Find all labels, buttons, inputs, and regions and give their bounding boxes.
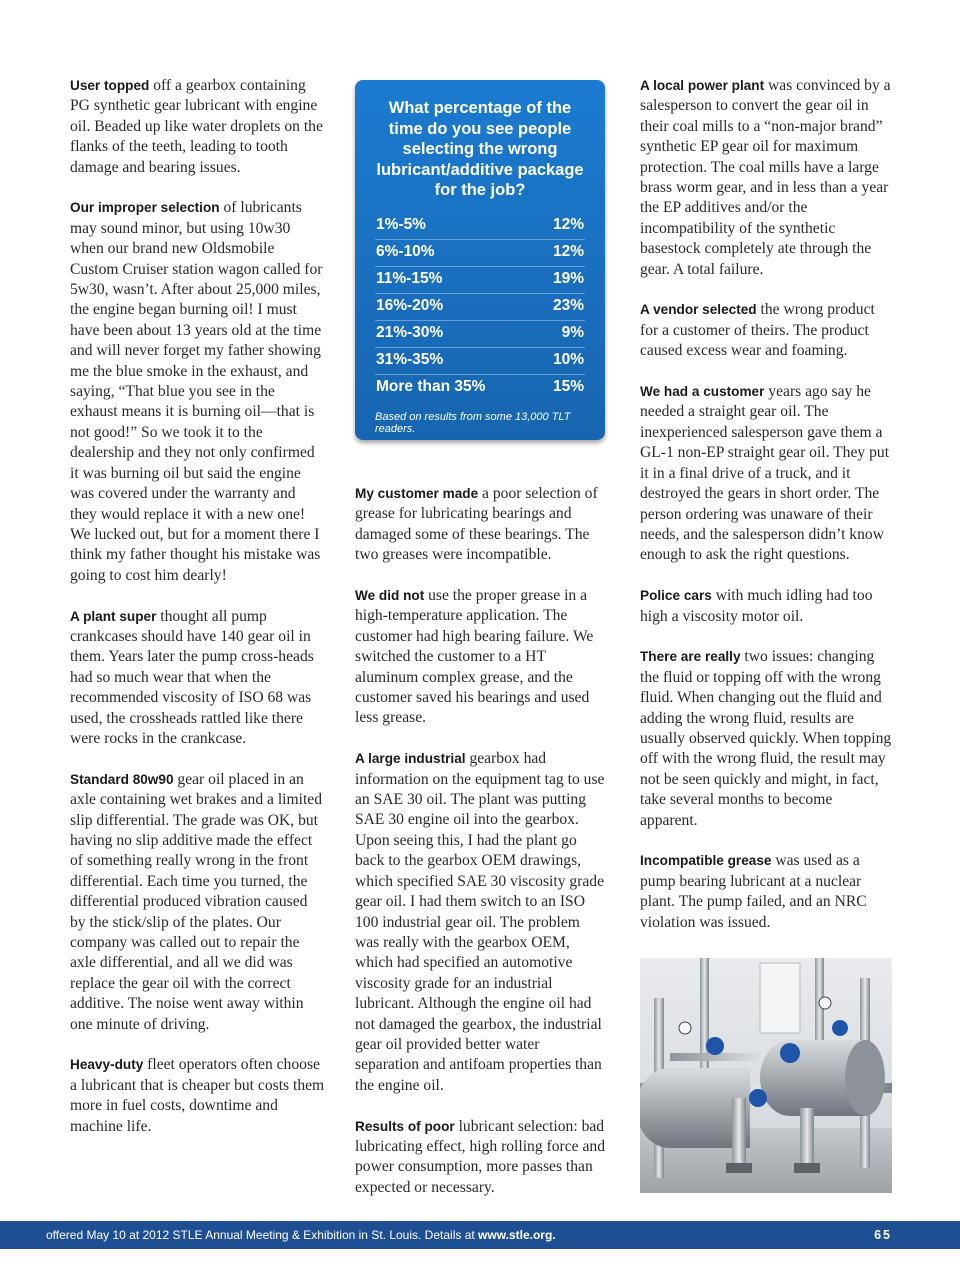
- page-number: 65: [874, 1228, 892, 1242]
- survey-range: 21%-30%: [376, 323, 444, 341]
- survey-row: [375, 375, 585, 401]
- article-paragraph: [640, 300, 892, 361]
- paragraph-lead-in: A vendor selected: [640, 302, 757, 318]
- paragraph-lead-in: A local power plant: [640, 78, 765, 93]
- survey-range: 6%-10%: [376, 242, 435, 260]
- paragraph-lead-in: Results of poor: [355, 1118, 455, 1134]
- article-paragraph: [355, 1117, 607, 1199]
- survey-range: 16%-20%: [376, 296, 444, 314]
- paragraph-text: was used as a pump bearing lubricant at a nuclear plant. The pump failed, and an NRC violation was issued.: [640, 852, 867, 931]
- paragraph-lead-in: We did not: [355, 588, 425, 604]
- article-paragraph: [640, 382, 892, 566]
- survey-percent: 15%: [552, 377, 584, 395]
- paragraph-text: a poor selection of grease for lubricating bearings and damaged some of these bearings. The two greases were incompatible.: [355, 485, 598, 564]
- survey-range: More than 35%: [376, 377, 486, 395]
- survey-percent: 12%: [552, 242, 584, 260]
- paragraph-lead-in: User topped: [70, 78, 150, 93]
- article-paragraph: [640, 76, 892, 280]
- article-column-2: [355, 484, 607, 1219]
- survey-row: [375, 267, 585, 294]
- footer-text: offered May 10 at 2012 STLE Annual Meeting & Exhibition in St. Louis. Details at: [46, 1228, 479, 1242]
- survey-note: Based on results from some 13,000 TLT readers.: [375, 410, 571, 435]
- paragraph-lead-in: Heavy-duty: [70, 1057, 144, 1073]
- survey-question: What percentage of the time do you see people selecting the wrong lubricant/additive package for the job?: [376, 99, 584, 199]
- article-paragraph: [355, 484, 607, 566]
- survey-row: [375, 348, 585, 375]
- paragraph-lead-in: Incompatible grease: [640, 853, 772, 869]
- paragraph-text: gear oil placed in an axle containing wet brakes and a limited slip differential. The grade was OK, but having no slip additive made the effect of something really wrong in the front differential. Each time you turned, the differential produced vibration caused by the stick/slip of the plates. Our company was called out to repair the axle differential, and all we did was replace the gear oil with the correct additive. The noise went away within one minute of driving.: [70, 770, 323, 1033]
- article-column-1: [70, 76, 326, 1157]
- article-paragraph: [70, 198, 326, 586]
- paragraph-lead-in: We had a customer: [640, 384, 765, 400]
- paragraph-text: off a gearbox containing PG synthetic gear lubricant with engine oil. Beaded up like water droplets on the flanks of the teeth, leading to tooth damage and bearing issues.: [70, 77, 323, 176]
- survey-row: [375, 240, 585, 267]
- article-paragraph: [355, 586, 607, 729]
- paragraph-lead-in: My customer made: [355, 486, 479, 501]
- article-paragraph: [640, 586, 892, 627]
- paragraph-text: use the proper grease in a high-temperature application. The customer had high bearing failure. We switched the customer to a HT aluminum complex grease, and the customer saved his bearings and used less grease.: [355, 587, 594, 727]
- survey-row: [375, 321, 585, 348]
- paragraph-text: lubricant selection: bad lubricating effect, high rolling force and power consumption, more passes than expected or necessary.: [355, 1117, 605, 1196]
- paragraph-text: with much idling had too high a viscosity motor oil.: [640, 587, 873, 625]
- pump-room-photo: [640, 958, 892, 1193]
- paragraph-text: thought all pump crankcases should have 140 gear oil in them. Years later the pump cross-heads had so much wear that when the recommended viscosity of ISO 68 was used, the crossheads rattled like there were rocks in the crankcase.: [70, 607, 314, 747]
- survey-percent: 12%: [552, 215, 584, 233]
- paragraph-text: two issues: changing the fluid or topping off with the wrong fluid. When changing out the fluid and adding the wrong fluid, results are usually observed quickly. When topping off with the wrong fluid, the result may not be seen quickly and might, in fact, take several months to become apparent.: [640, 648, 892, 829]
- paragraph-text: was convinced by a salesperson to convert the gear oil in their coal mills to a “non-major brand” synthetic EP gear oil for maximum protection. The coal mills have a large brass worm gear, and in less than a year the EP additives and/or the incompatibility of the synthetic basestock completely ate through the gear. A total failure.: [640, 77, 891, 278]
- survey-percent: 19%: [552, 269, 584, 287]
- survey-range: 1%-5%: [376, 215, 426, 233]
- survey-row: [375, 213, 585, 240]
- footer-link[interactable]: www.stle.org.: [478, 1228, 556, 1242]
- survey-percent: 23%: [552, 296, 584, 314]
- survey-sidebar: [355, 80, 605, 440]
- article-paragraph: [70, 76, 326, 178]
- article-paragraph: [640, 851, 892, 933]
- survey-percent: 10%: [552, 350, 584, 368]
- paragraph-text: of lubricants may sound minor, but using 10w30 when our brand new Oldsmobile Custom Cruiser station wagon called for 5w30, wasn’t. After about 25,000 miles, the engine began burning oil! I must have been about 13 years old at the time and will never forget my father showing me the blue smoke in the exhaust, and saying, “That blue you see in the exhaust means it is burning oil—that is not good!” So we took it to the dealership and they not only confirmed it was burning oil but said the engine was covered under the warranty and they would replace it with a new one! We lucked out, but for a moment there I think my father thought his mistake was going to cost him dearly!: [70, 199, 323, 584]
- article-column-3: [640, 76, 892, 953]
- footer-promo: [46, 1221, 556, 1249]
- article-paragraph: [355, 749, 607, 1096]
- page-footer: [0, 1221, 960, 1249]
- paragraph-lead-in: Our improper selection: [70, 200, 220, 216]
- paragraph-text: fleet operators often choose a lubricant that is cheaper but costs them more in fuel costs, downtime and machine life.: [70, 1056, 325, 1135]
- article-paragraph: [70, 1055, 326, 1137]
- paragraph-lead-in: Standard 80w90: [70, 771, 174, 787]
- paragraph-text: gearbox had information on the equipment tag to use an SAE 30 oil. The plant was putting SAE 30 engine oil into the gearbox. Upon seeing this, I had the plant go back to the gearbox OEM drawings, which specified SAE 30 viscosity grade gear oil. I had them switch to an ISO 100 industrial gear oil. The problem was really with the gearbox OEM, which had specified an automotive viscosity grade for an industrial lubricant. Although the engine oil had not damaged the gearbox, the industrial gear oil provided better water separation and antifoam properties than the engine oil.: [355, 750, 605, 1094]
- paragraph-lead-in: A large industrial: [355, 751, 466, 767]
- article-paragraph: [640, 647, 892, 831]
- article-paragraph: [70, 770, 326, 1035]
- survey-percent: 9%: [561, 323, 584, 341]
- paragraph-text: the wrong product for a customer of theirs. The product caused excess wear and foaming.: [640, 301, 875, 360]
- paragraph-lead-in: A plant super: [70, 608, 157, 624]
- paragraph-lead-in: There are really: [640, 649, 741, 665]
- survey-range: 31%-35%: [376, 350, 444, 368]
- survey-results-table: [375, 213, 585, 401]
- survey-range: 11%-15%: [376, 269, 443, 287]
- paragraph-lead-in: Police cars: [640, 588, 712, 604]
- article-paragraph: [70, 607, 326, 750]
- survey-row: [375, 294, 585, 321]
- paragraph-text: years ago say he needed a straight gear oil. The inexperienced salesperson gave them a GL-1 non-EP straight gear oil. They put it in a final drive of a truck, and it destroyed the gears in short order. The person ordering was unaware of their needs, and the salesperson didn’t know enough to ask the right questions.: [640, 383, 890, 564]
